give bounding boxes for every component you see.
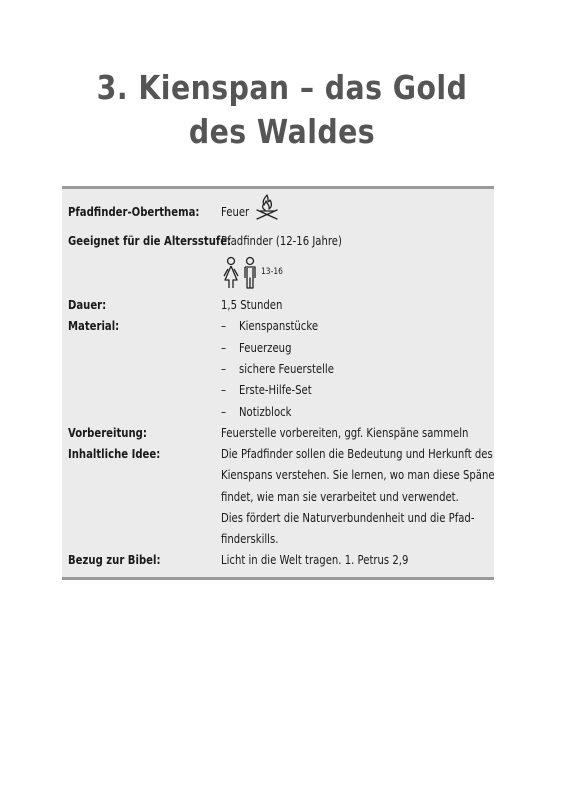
list-bullet: –: [221, 383, 227, 397]
value-bibel: Licht in die Welt tragen. 1. Petrus 2,9: [221, 553, 409, 567]
list-item: Notizblock: [239, 405, 292, 419]
title-line-2: des Waldes: [188, 112, 376, 151]
list-bullet: –: [221, 362, 227, 376]
list-item: Kienspanstücke: [239, 319, 319, 333]
title-line-1: 3. Kienspan – das Gold: [96, 68, 468, 107]
value-altersstufe: Pfadfinder (12-16 Jahre): [221, 234, 342, 248]
list-item: sichere Feuerstelle: [239, 362, 334, 376]
page-title: [39, 66, 524, 154]
label-material: Material:: [68, 319, 120, 333]
label-bibel: Bezug zur Bibel:: [68, 553, 161, 567]
idee-line: Die Pfadfinder sollen die Bedeutung und Herkunft des: [221, 447, 493, 461]
label-oberthema: Pfadfinder-Oberthema:: [68, 205, 200, 219]
idee-line: findet, wie man sie verarbeitet und verwendet.: [221, 490, 459, 504]
value-dauer: 1,5 Stunden: [221, 298, 283, 312]
girl-icon: [221, 256, 241, 290]
age-badge: 13-16: [261, 267, 283, 277]
list-item: Erste-Hilfe-Set: [239, 383, 312, 397]
campfire-icon: [252, 193, 282, 221]
list-bullet: –: [221, 341, 227, 355]
value-vorbereitung: Feuerstelle vorbereiten, ggf. Kienspäne sammeln: [221, 426, 469, 440]
list-bullet: –: [221, 405, 227, 419]
idee-line: Kienspans verstehen. Sie lernen, wo man diese Späne: [221, 468, 495, 482]
list-item: Feuerzeug: [239, 341, 292, 355]
idee-line: finderskills.: [221, 532, 279, 546]
idee-line: Dies fördert die Naturverbundenheit und die Pfad-: [221, 511, 475, 525]
label-dauer: Dauer:: [68, 298, 107, 312]
label-vorbereitung: Vorbereitung:: [68, 426, 147, 440]
boy-icon: [240, 256, 260, 290]
label-altersstufe: Geeignet für die Altersstufe:: [68, 234, 232, 248]
value-oberthema: Feuer: [221, 205, 250, 219]
list-bullet: –: [221, 319, 227, 333]
label-idee: Inhaltliche Idee:: [68, 447, 161, 461]
